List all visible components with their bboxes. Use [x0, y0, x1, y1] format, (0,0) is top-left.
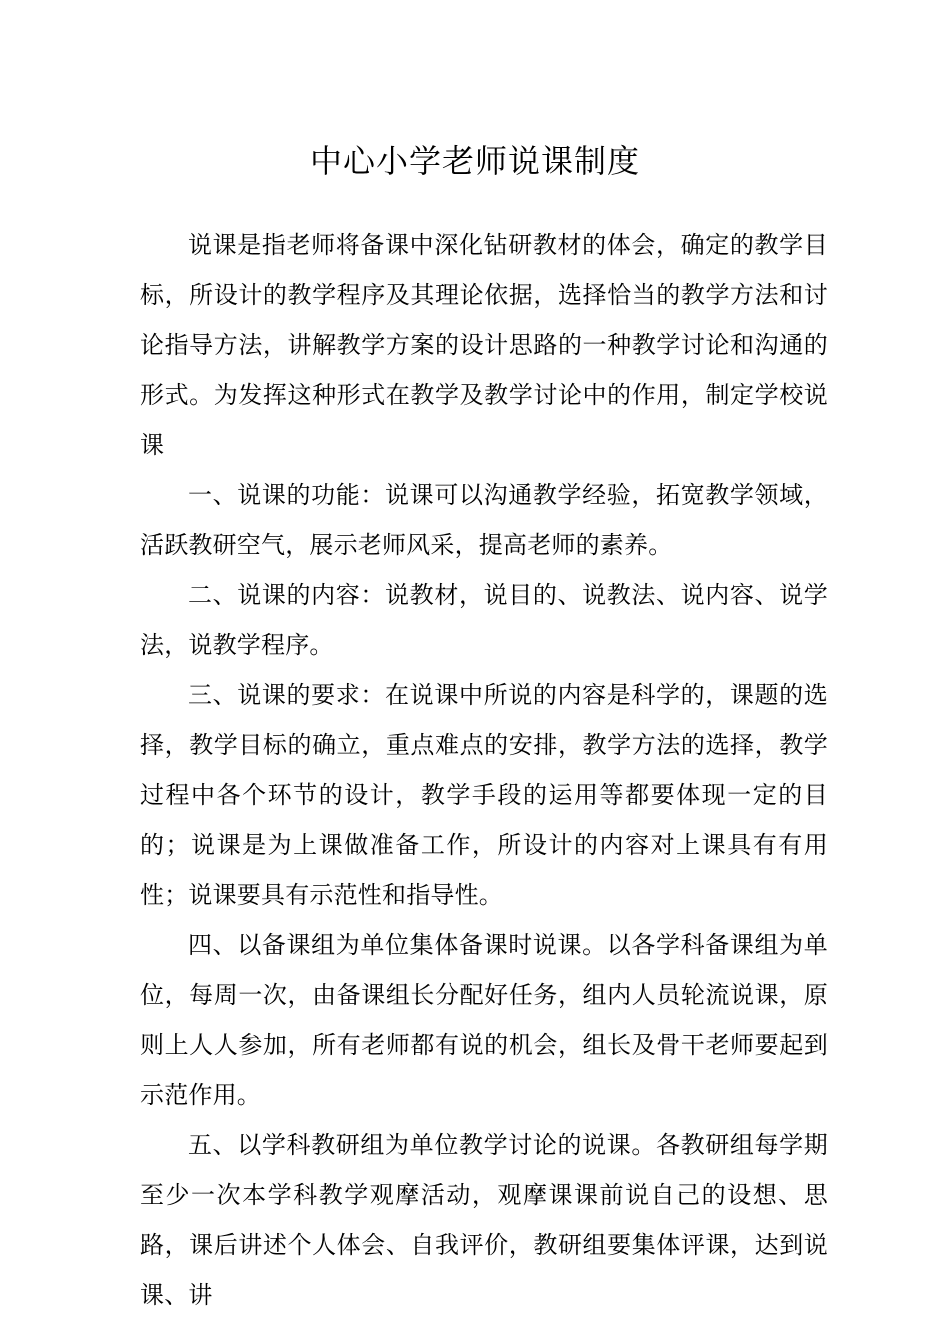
paragraph-requirements: 三、说课的要求：在说课中所说的内容是科学的，课题的选择，教学目标的确立，重点难点的安排，教学方法的选择，教学过程中各个环节的设计，教学手段的运用等都要体现一定的目的；说课是为上课做准备工作，所设计的内容对上课具有有用性；说课要具有示范性和指导性。: [140, 681, 828, 909]
paragraph-lesson-group: 四、以备课组为单位集体备课时说课。以各学科备课组为单位，每周一次，由备课组长分配好任务，组内人员轮流说课，原则上人人参加，所有老师都有说的机会，组长及骨干老师要起到示范作用。: [140, 931, 828, 1109]
paragraph-function: 一、说课的功能：说课可以沟通教学经验，拓宽教学领域，活跃教研空气，展示老师风采，提高老师的素养。: [140, 481, 828, 559]
paragraph-intro: 说课是指老师将备课中深化钻研教材的体会，确定的教学目标，所设计的教学程序及其理论依据，选择恰当的教学方法和讨论指导方法，讲解教学方案的设计思路的一种教学讨论和沟通的形式。为发挥这种形式在教学及教学讨论中的作用，制定学校说课: [140, 231, 828, 459]
paragraph-research-group: 五、以学科教研组为单位教学讨论的说课。各教研组每学期至少一次本学科教学观摩活动，观摩课课前说自己的设想、思路，课后讲述个人体会、自我评价，教研组要集体评课，达到说课、讲: [140, 1131, 828, 1309]
paragraph-content: 二、说课的内容：说教材，说目的、说教法、说内容、说学法，说教学程序。: [140, 581, 828, 659]
document-body: [140, 220, 828, 1320]
document-title: 中心小学老师说课制度: [309, 142, 640, 180]
